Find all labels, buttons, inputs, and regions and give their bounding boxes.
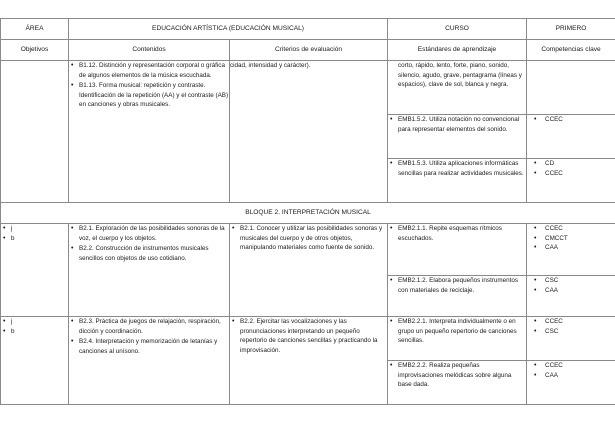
standard-cell: [388, 159, 527, 203]
competencias-cell: [527, 317, 615, 361]
competencia-item: • CCEC: [527, 361, 615, 371]
block-title-row: [1, 203, 615, 224]
contenido-item: • B2.2. Construcción de instrumentos musicales sencillos con objetos de uso cotidiano.: [69, 244, 229, 263]
competencia-item: • CCEC: [527, 169, 615, 179]
course-label: CURSO: [388, 19, 527, 40]
block-title: BLOQUE 2. INTERPRETACIÓN MUSICAL: [1, 203, 615, 224]
contenidos-header: Contenidos: [69, 40, 230, 61]
contenido-item: • B1.12. Distinción y representación corporal o gráfica de algunos elementos de la música escuchada.: [69, 61, 229, 80]
block2b-objetivos-cell: [1, 317, 69, 405]
block2b-criterios-cell: [230, 317, 388, 405]
estandares-header: Estándares de aprendizaje: [388, 40, 527, 61]
block2a-row-a: [1, 224, 615, 276]
competencia-item: • CMCCT: [527, 234, 615, 244]
contenido-item: • B2.3. Práctica de juegos de relajación, respiración, dicción y coordinación.: [69, 317, 229, 336]
standard-cell: [388, 61, 527, 115]
curriculum-table: [0, 18, 615, 405]
standard-cell: [388, 224, 527, 276]
competencias-header: Competencias clave: [527, 40, 615, 61]
objetivo-item: • j: [1, 317, 68, 327]
competencia-item: • CAA: [527, 286, 615, 296]
competencia-item: • CAA: [527, 243, 615, 253]
block2a-criterios-cell: [230, 224, 388, 317]
standard-text: • EMB2.2.1. Interpreta individualmente o en grupo un pequeño repertorio de canciones sencillas.: [388, 317, 526, 346]
block2a-contenidos-cell: [69, 224, 230, 317]
standard-text: • EMB2.1.1. Repite esquemas rítmicos escuchados.: [388, 224, 526, 243]
standard-text: • EMB1.5.2. Utiliza notación no convencional para representar elementos del sonido.: [388, 115, 526, 134]
competencias-cell: [527, 361, 615, 405]
objetivo-item: • b: [1, 234, 68, 244]
standard-text: • EMB2.1.2. Elabora pequeños instrumentos con materiales de reciclaje.: [388, 276, 526, 295]
standard-text: corto, rápido, lento, forte, piano, sonido, silencio, agudo, grave, pentagrama (líneas y espacios), clave de sol, blanca y negra.: [398, 62, 522, 89]
area-label: ÁREA: [1, 19, 69, 40]
competencia-item: • CCEC: [527, 115, 615, 125]
objetivo-item: • b: [1, 327, 68, 337]
objetivos-header: Objetivos: [1, 40, 69, 61]
objetivo-item: • j: [1, 224, 68, 234]
header-row-1: [1, 19, 615, 40]
standard-cell: [388, 115, 527, 159]
competencias-cell: [527, 276, 615, 317]
criterio-text: cidad, intensidad y carácter).: [230, 62, 311, 69]
block1-criterios-cell: [230, 61, 388, 203]
competencia-item: • CSC: [527, 276, 615, 286]
standard-text: • EMB2.2.2. Realiza pequeñas improvisaciones melódicas sobre alguna base dada.: [388, 361, 526, 390]
competencia-item: • CAA: [527, 371, 615, 381]
criterio-text: • B2.2. Ejercitar las vocalizaciones y las pronunciaciones interpretando un pequeño repertorio de canciones sencillas y practicando la improvisación.: [230, 317, 387, 355]
competencias-cell: [527, 115, 615, 159]
block2b-contenidos-cell: [69, 317, 230, 405]
block2a-objetivos-cell: [1, 224, 69, 317]
competencias-cell: [527, 159, 615, 203]
standard-cell: [388, 317, 527, 361]
competencia-item: • CD: [527, 159, 615, 169]
block1-row-a: [1, 61, 615, 115]
competencias-cell: [527, 224, 615, 276]
block1-objetivos-cell: [1, 61, 69, 203]
header-row-2: [1, 40, 615, 61]
standard-text: • EMB1.5.3. Utiliza aplicaciones informáticas sencillas para realizar actividades musicales.: [388, 159, 526, 178]
competencia-item: • CCEC: [527, 224, 615, 234]
contenido-item: • B2.1. Exploración de las posibilidades sonoras de la voz, el cuerpo y los objetos.: [69, 224, 229, 243]
contenido-item: • B2.4. Interpretación y memorización de letanías y canciones al unísono.: [69, 337, 229, 356]
competencia-item: • CCEC: [527, 317, 615, 327]
block1-contenidos-cell: [69, 61, 230, 203]
contenido-item: • B1.13. Forma musical: repetición y contraste. Identificación de la repetición (AA) y el contraste (AB) en canciones y obras musicales.: [69, 81, 229, 110]
competencia-item: • CSC: [527, 327, 615, 337]
criterio-text: • B2.1. Conocer y utilizar las posibilidades sonoras y musicales del cuerpo y de otros objetos, manipulando materiales como fuente de sonido.: [230, 224, 387, 253]
subject-title: EDUCACIÓN ARTÍSTICA (EDUCACIÓN MUSICAL): [69, 19, 388, 40]
criterios-header: Criterios de evaluación: [230, 40, 388, 61]
standard-cell: [388, 276, 527, 317]
standard-cell: [388, 361, 527, 405]
course-value: PRIMERO: [527, 19, 615, 40]
competencias-cell: [527, 61, 615, 115]
block2b-row-a: [1, 317, 615, 361]
